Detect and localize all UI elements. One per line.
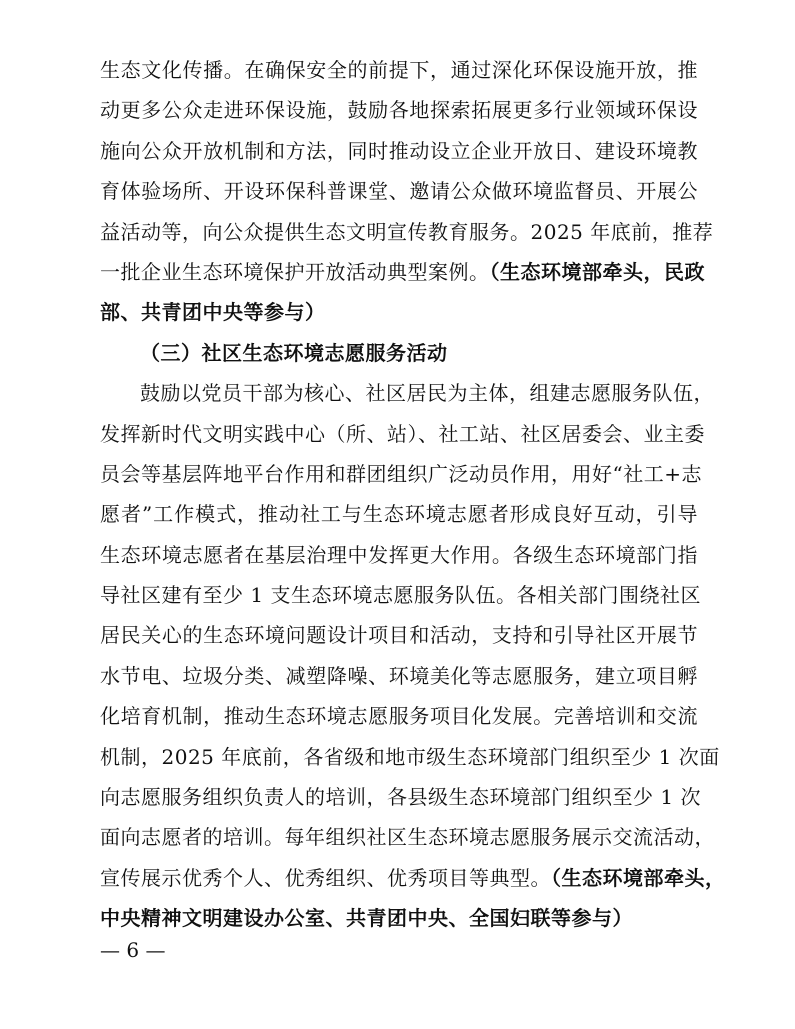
document-page: [100, 50, 726, 939]
paragraph-2-attribution-end: 中央精神文明建设办公室、共青团中央、全国妇联等参与）: [100, 906, 633, 931]
paragraph-2-line-7: 居民关心的生态环境问题设计项目和活动，支持和引导社区开展节: [100, 623, 698, 648]
page-number: — 6 —: [100, 938, 166, 962]
paragraph-2-line-2: 发挥新时代文明实践中心（所、站）、社工站、社区居委会、业主委: [100, 421, 705, 446]
paragraph-2-line-13: [100, 858, 726, 898]
paragraph-2-line-8: 水节电、垃圾分类、减塑降噪、环境美化等志愿服务，建立项目孵: [100, 663, 698, 688]
paragraph-1-attribution-start: （生态环境部牵头，民政: [489, 259, 705, 284]
paragraph-1-line-4: 育体验场所、开设环保科普课堂、邀请公众做环境监督员、开展公: [100, 179, 698, 204]
paragraph-2-line-10: 机制，2025 年底前，各省级和地市级生态环境部门组织至少 1 次面: [100, 744, 720, 769]
paragraph-1-line-5: 益活动等，向公众提供生态文明宣传教育服务。2025 年底前，推荐: [100, 219, 714, 244]
paragraph-2-attribution-start: （生态环境部牵头，: [551, 865, 726, 890]
paragraph-2-line-4: 愿者”工作模式，推动社工与生态环境志愿者形成良好互动，引导: [100, 502, 698, 527]
paragraph-1-attribution-end: 部、共青团中央等参与）: [100, 300, 326, 325]
paragraph-2-line-6: 导社区建有至少 1 支生态环境志愿服务队伍。各相关部门围绕社区: [100, 583, 701, 608]
paragraph-2-line-11: 向志愿服务组织负责人的培训，各县级生态环境部门组织至少 1 次: [100, 785, 701, 810]
paragraph-1-line-3: 施向公众开放机制和方法，同时推动设立企业开放日、建设环境教: [100, 138, 698, 163]
paragraph-2-line-3: 员会等基层阵地平台作用和群团组织广泛动员作用，用好“社工+志: [100, 461, 702, 486]
paragraph-1-line-6: [100, 252, 705, 292]
section-heading: （三）社区生态环境志愿服务活动: [140, 340, 448, 365]
paragraph-2-text-segment: 宣传展示优秀个人、优秀组织、优秀项目等典型。: [100, 865, 551, 890]
paragraph-2-line-9: 化培育机制，推动生态环境志愿服务项目化发展。完善培训和交流: [100, 704, 698, 729]
paragraph-1-line-2: 动更多公众走进环保设施，鼓励各地探索拓展更多行业领域环保设: [100, 98, 698, 123]
paragraph-2-line-12: 面向志愿者的培训。每年组织社区生态环境志愿服务展示交流活动，: [100, 825, 715, 850]
paragraph-2-line-1: 鼓励以党员干部为核心、社区居民为主体，组建志愿服务队伍，: [140, 381, 714, 406]
paragraph-1-text-segment: 一批企业生态环境保护开放活动典型案例。: [100, 259, 490, 284]
paragraph-2-line-5: 生态环境志愿者在基层治理中发挥更大作用。各级生态环境部门指: [100, 542, 698, 567]
paragraph-1-line-1: 生态文化传播。在确保安全的前提下，通过深化环保设施开放，推: [100, 58, 698, 82]
